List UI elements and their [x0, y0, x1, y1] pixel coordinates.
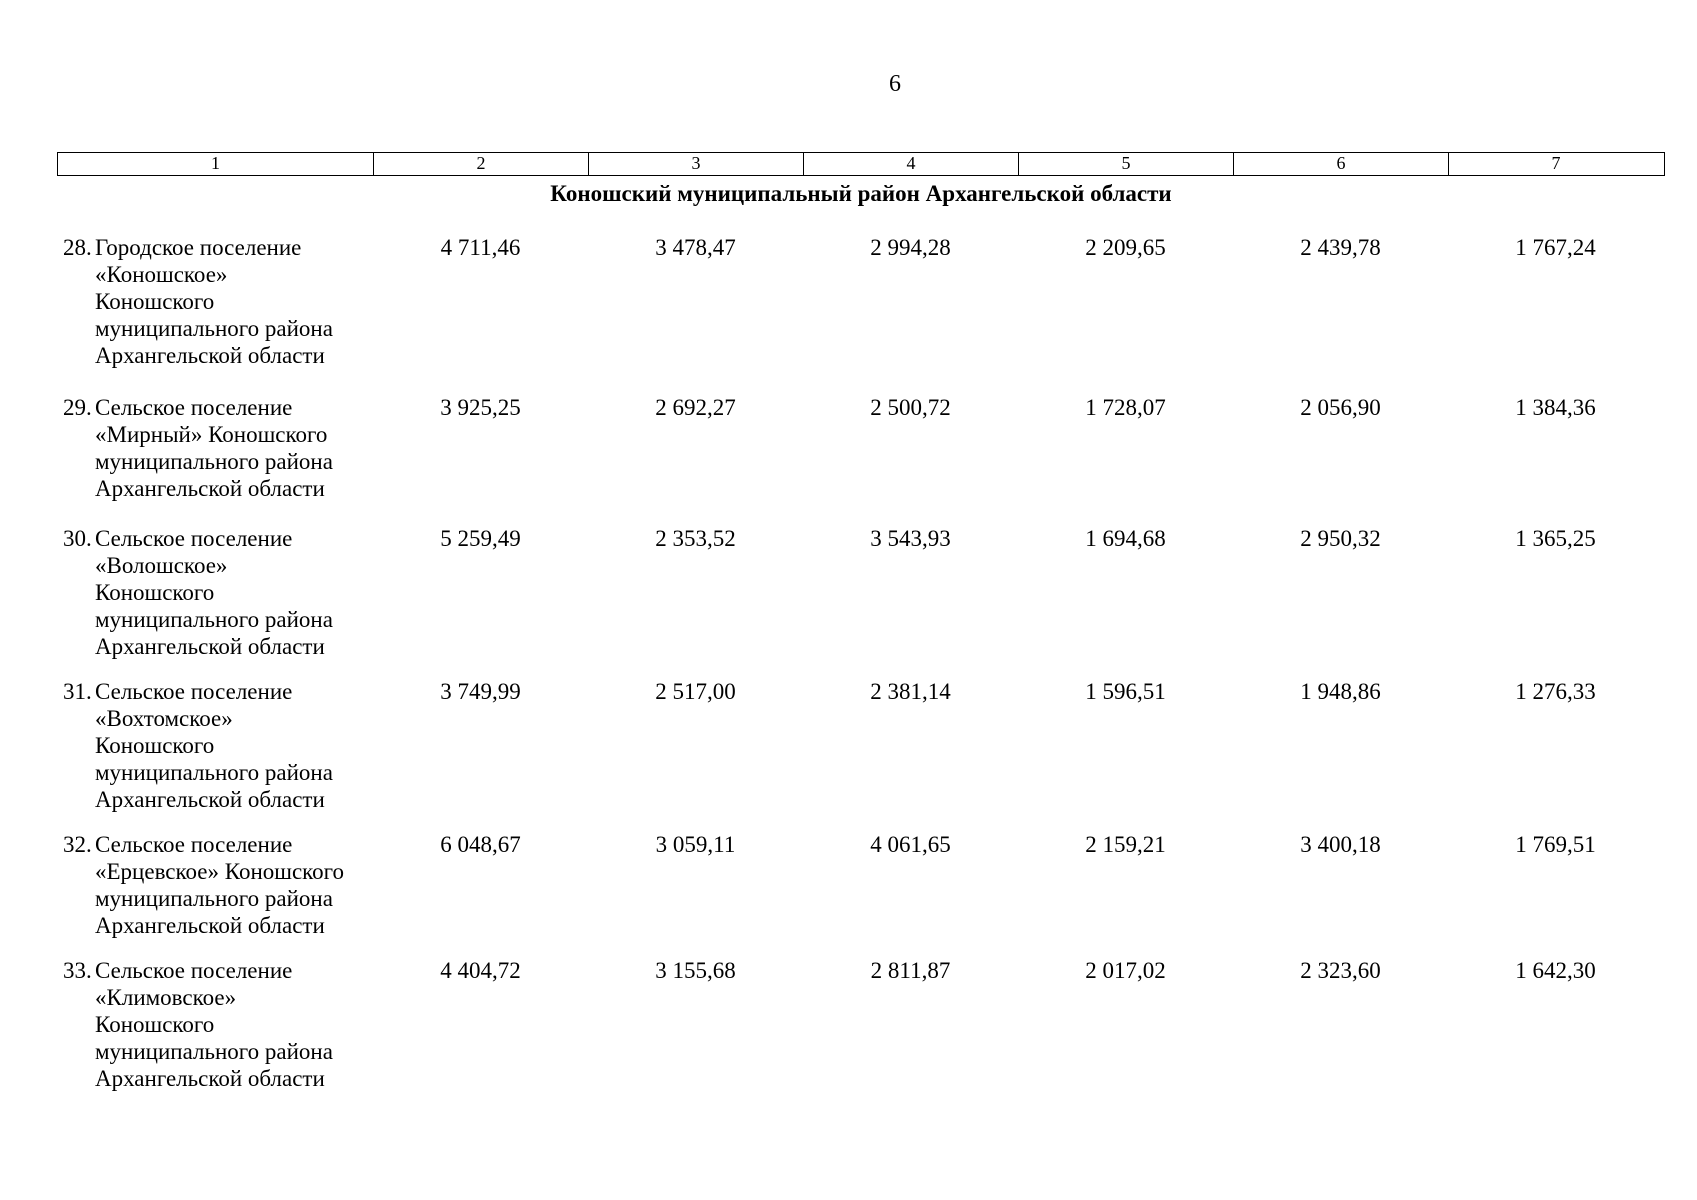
- value-col-2: 4 711,46: [440, 235, 521, 260]
- table-row: [57, 525, 1665, 660]
- value-col-4: 2 811,87: [870, 958, 951, 983]
- column-number-header: [57, 152, 1665, 176]
- value-col-6: 3 400,18: [1300, 832, 1381, 857]
- value-col-4: 2 381,14: [870, 679, 951, 704]
- value-col-7: 1 365,25: [1515, 526, 1596, 551]
- settlement-cell: [57, 957, 373, 1092]
- value-col-3: 2 517,00: [655, 679, 736, 704]
- value-col-4: 4 061,65: [870, 832, 951, 857]
- column-header-4: 4: [804, 153, 1019, 175]
- column-header-3: 3: [589, 153, 804, 175]
- value-col-7: 1 767,24: [1515, 235, 1596, 260]
- value-col-3: 3 478,47: [655, 235, 736, 260]
- value-col-6: 2 056,90: [1300, 395, 1381, 420]
- settlement-name: Сельское поселение «Вохтомское» Коношского муниципального района Архангельской области: [95, 679, 333, 812]
- settlement-cell: [57, 831, 373, 939]
- value-col-5: 2 017,02: [1085, 958, 1166, 983]
- value-col-5: 1 694,68: [1085, 526, 1166, 551]
- row-number: 32.: [63, 832, 92, 857]
- table-row: [57, 678, 1665, 813]
- value-col-4: 2 500,72: [870, 395, 951, 420]
- page-number: 6: [889, 71, 901, 97]
- value-col-7: 1 276,33: [1515, 679, 1596, 704]
- value-col-4: 2 994,28: [870, 235, 951, 260]
- column-header-6: 6: [1234, 153, 1449, 175]
- value-col-6: 2 950,32: [1300, 526, 1381, 551]
- row-number: 30.: [63, 526, 92, 551]
- value-col-7: 1 769,51: [1515, 832, 1596, 857]
- row-number: 29.: [63, 395, 92, 420]
- value-col-6: 1 948,86: [1300, 679, 1381, 704]
- column-header-5: 5: [1019, 153, 1234, 175]
- settlement-name: Сельское поселение «Волошское» Коношского муниципального района Архангельской области: [95, 526, 333, 659]
- settlement-name: Сельское поселение «Ерцевское» Коношского муниципального района Архангельской области: [95, 832, 345, 938]
- value-col-2: 3 749,99: [440, 679, 521, 704]
- value-col-2: 5 259,49: [440, 526, 521, 551]
- table-row: [57, 394, 1665, 502]
- settlement-name: Городское поселение «Коношское» Коношского муниципального района Архангельской области: [95, 235, 333, 368]
- column-header-2: 2: [374, 153, 589, 175]
- settlement-cell: [57, 678, 373, 813]
- value-col-5: 2 209,65: [1085, 235, 1166, 260]
- value-col-6: 2 439,78: [1300, 235, 1381, 260]
- row-number: 28.: [63, 235, 92, 260]
- value-col-7: 1 642,30: [1515, 958, 1596, 983]
- row-number: 33.: [63, 958, 92, 983]
- table-row: [57, 957, 1665, 1092]
- value-col-2: 4 404,72: [440, 958, 521, 983]
- value-col-5: 1 728,07: [1085, 395, 1166, 420]
- settlement-cell: [57, 394, 373, 502]
- settlement-cell: [57, 234, 373, 369]
- table-row: [57, 831, 1665, 939]
- value-col-5: 1 596,51: [1085, 679, 1166, 704]
- value-col-3: 3 059,11: [655, 832, 736, 857]
- value-col-4: 3 543,93: [870, 526, 951, 551]
- value-col-3: 2 353,52: [655, 526, 736, 551]
- value-col-5: 2 159,21: [1085, 832, 1166, 857]
- settlement-name: Сельское поселение «Мирный» Коношского муниципального района Архангельской области: [95, 395, 333, 501]
- column-header-7: 7: [1551, 153, 1561, 173]
- value-col-2: 3 925,25: [440, 395, 521, 420]
- column-header-1: 1: [58, 153, 374, 175]
- settlement-cell: [57, 525, 373, 660]
- row-number: 31.: [63, 679, 92, 704]
- value-col-7: 1 384,36: [1515, 395, 1596, 420]
- value-col-2: 6 048,67: [440, 832, 521, 857]
- value-col-6: 2 323,60: [1300, 958, 1381, 983]
- section-title: Коношский муниципальный район Архангельской области: [550, 181, 1172, 206]
- value-col-3: 2 692,27: [655, 395, 736, 420]
- settlement-name: Сельское поселение «Климовское» Коношского муниципального района Архангельской области: [95, 958, 333, 1091]
- value-col-3: 3 155,68: [655, 958, 736, 983]
- table-row: [57, 234, 1665, 369]
